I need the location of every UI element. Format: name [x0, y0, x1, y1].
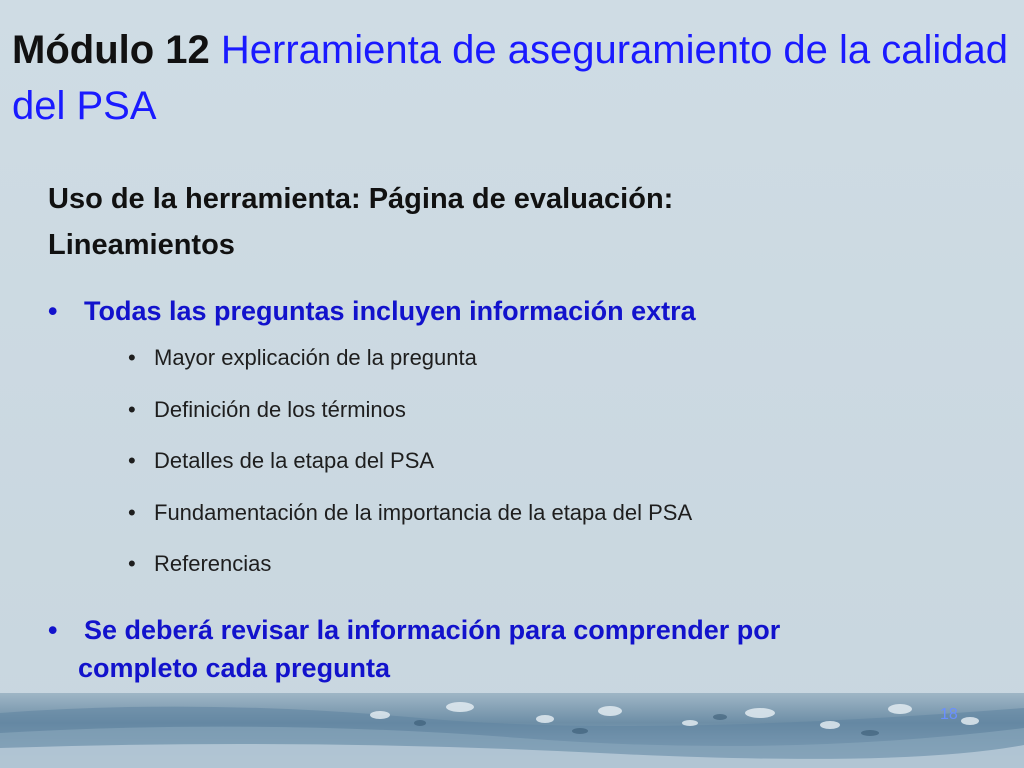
- page-number: 18: [940, 706, 958, 723]
- bullet-primary-2-line2: completo cada pregunta: [78, 653, 391, 683]
- bullet-primary-2: [48, 611, 878, 687]
- slide-subtitle: Uso de la herramienta: Página de evaluación: Lineamientos: [48, 183, 674, 261]
- sub-bullet-item: [128, 551, 692, 603]
- bullet-primary-1: [48, 292, 696, 330]
- water-splash-footer-icon: [0, 693, 1024, 768]
- bullet-primary-1-text: Todas las preguntas incluyen información extra: [84, 296, 696, 326]
- bullet-primary-2-line1: Se deberá revisar la información para comprender por: [84, 615, 781, 645]
- title-text: Herramienta de aseguramiento de la calidad del PSA: [12, 28, 1009, 128]
- sub-bullet-item: [128, 448, 692, 500]
- bullet-dot-icon: •: [48, 615, 58, 645]
- sub-bullet-text: Referencias: [154, 551, 272, 576]
- bullet-dot-icon: •: [128, 345, 136, 370]
- sub-bullet-item: [128, 500, 692, 552]
- module-label: Módulo 12: [12, 28, 210, 72]
- bullet-dot-icon: •: [128, 551, 136, 576]
- sub-bullet-text: Fundamentación de la importancia de la etapa del PSA: [154, 499, 693, 525]
- sub-bullet-text: Definición de los términos: [154, 396, 406, 422]
- bullet-dot-icon: •: [128, 396, 136, 422]
- sub-bullet-text: Detalles de la etapa del PSA: [154, 448, 435, 473]
- sub-bullet-item: [128, 345, 692, 397]
- bullet-dot-icon: •: [128, 499, 136, 525]
- bullet-dot-icon: •: [48, 296, 58, 326]
- slide-title: [12, 22, 1017, 134]
- sub-bullet-text: Mayor explicación de la pregunta: [154, 345, 477, 370]
- bullet-dot-icon: •: [128, 448, 136, 473]
- sub-bullet-list: [128, 345, 692, 603]
- sub-bullet-item: [128, 397, 692, 449]
